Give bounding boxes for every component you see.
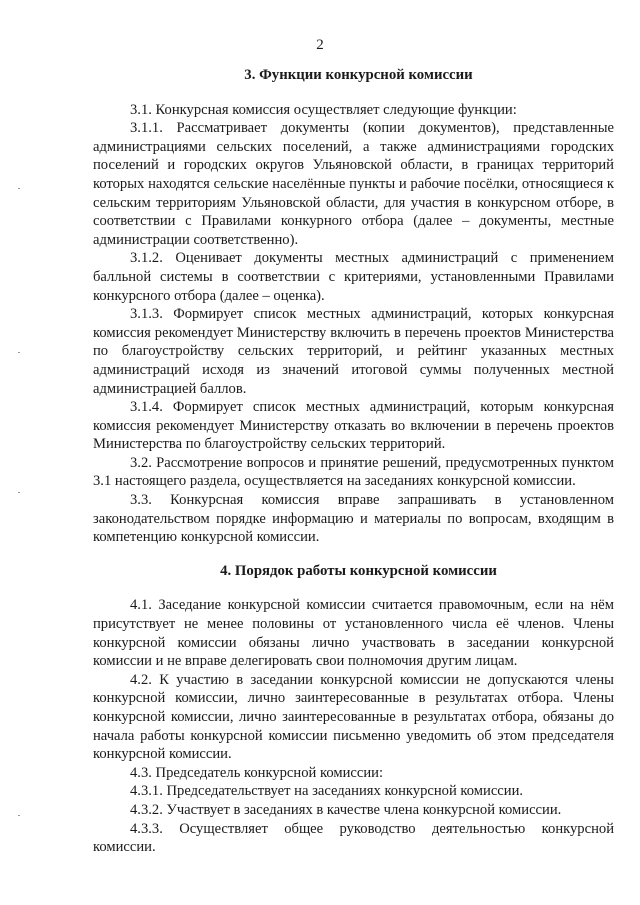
scan-speck [18, 188, 20, 189]
document-body [93, 62, 614, 857]
paragraph-3-1-1: 3.1.1. Рассматривает документы (копии документов), представленные администрациями сельских поселений, а также администрациями городских поселений и городских округов Ульяновской области, в границах территорий которых находятся сельские населённые пункты и рабочие посёлки, относящиеся к сельским территориям Ульяновской области, для участия в конкурсном отборе, в соответствии с Правилами конкурного отбора (далее – документы, местные администрации соответственно). [93, 120, 614, 248]
section-3-heading: 3. Функции конкурсной комиссии [244, 67, 473, 83]
paragraph-3-1-3: 3.1.3. Формирует список местных администраций, которых конкурсная комиссия рекомендует Министерству включить в перечень проектов Министерства по благоустройству сельских территорий, и рейтинг указанных местных администраций исходя из значений итоговой суммы полученных местной администрацией баллов. [93, 306, 614, 397]
paragraph-4-2: 4.2. К участию в заседании конкурсной комиссии не допускаются члены конкурсной комиссии, лично заинтересованные в результатах отбора. Члены конкурсной комиссии, лично заинтересованные в результатах отбора, обязаны до начала работы конкурсной комиссии письменно уведомить об этом председателя конкурсной комиссии. [93, 671, 614, 763]
paragraph-4-1: 4.1. Заседание конкурсной комиссии считается правомочным, если на нём присутствует не менее половины от установленного числа её членов. Члены конкурсной комиссии обязаны лично участвовать в заседании конкурсной комиссии и не вправе делегировать свои полномочия другим лицам. [93, 597, 614, 670]
paragraph-3-2: 3.2. Рассмотрение вопросов и принятие решений, предусмотренных пунктом 3.1 настоящего раздела, осуществляется на заседаниях конкурсной комиссии. [93, 454, 614, 490]
paragraph-4-3-2: 4.3.2. Участвует в заседаниях в качестве члена конкурсной комиссии. [130, 801, 562, 818]
paragraph-3-3: 3.3. Конкурсная комиссия вправе запрашивать в установленном законодательством порядке информацию и материалы по вопросам, входящим в компетенцию конкурсной комиссии. [93, 492, 614, 546]
paragraph-3-1-4: 3.1.4. Формирует список местных администраций, которым конкурсная комиссия рекомендует Министерству отказать во включении в перечень проектов Министерства по благоустройству сельских территорий. [93, 399, 614, 453]
scan-speck [18, 815, 20, 816]
paragraph-3-1-2: 3.1.2. Оценивает документы местных администраций с применением балльной системы в соответствии с критериями, установленными Правилами конкурсного отбора (далее – оценка). [93, 250, 614, 304]
paragraph-4-3-3: 4.3.3. Осуществляет общее руководство деятельностью конкурсной комиссии. [93, 820, 614, 856]
page-number: 2 [316, 37, 324, 53]
paragraph-4-3: 4.3. Председатель конкурсной комиссии: [130, 764, 384, 781]
section-4-heading: 4. Порядок работы конкурсной комиссии [220, 562, 497, 579]
paragraph-4-3-1: 4.3.1. Председательствует на заседаниях конкурсной комиссии. [130, 783, 524, 800]
paragraph-3-1: 3.1. Конкурсная комиссия осуществляет следующие функции: [130, 101, 517, 118]
scan-speck [18, 492, 20, 493]
scan-speck [18, 352, 20, 353]
